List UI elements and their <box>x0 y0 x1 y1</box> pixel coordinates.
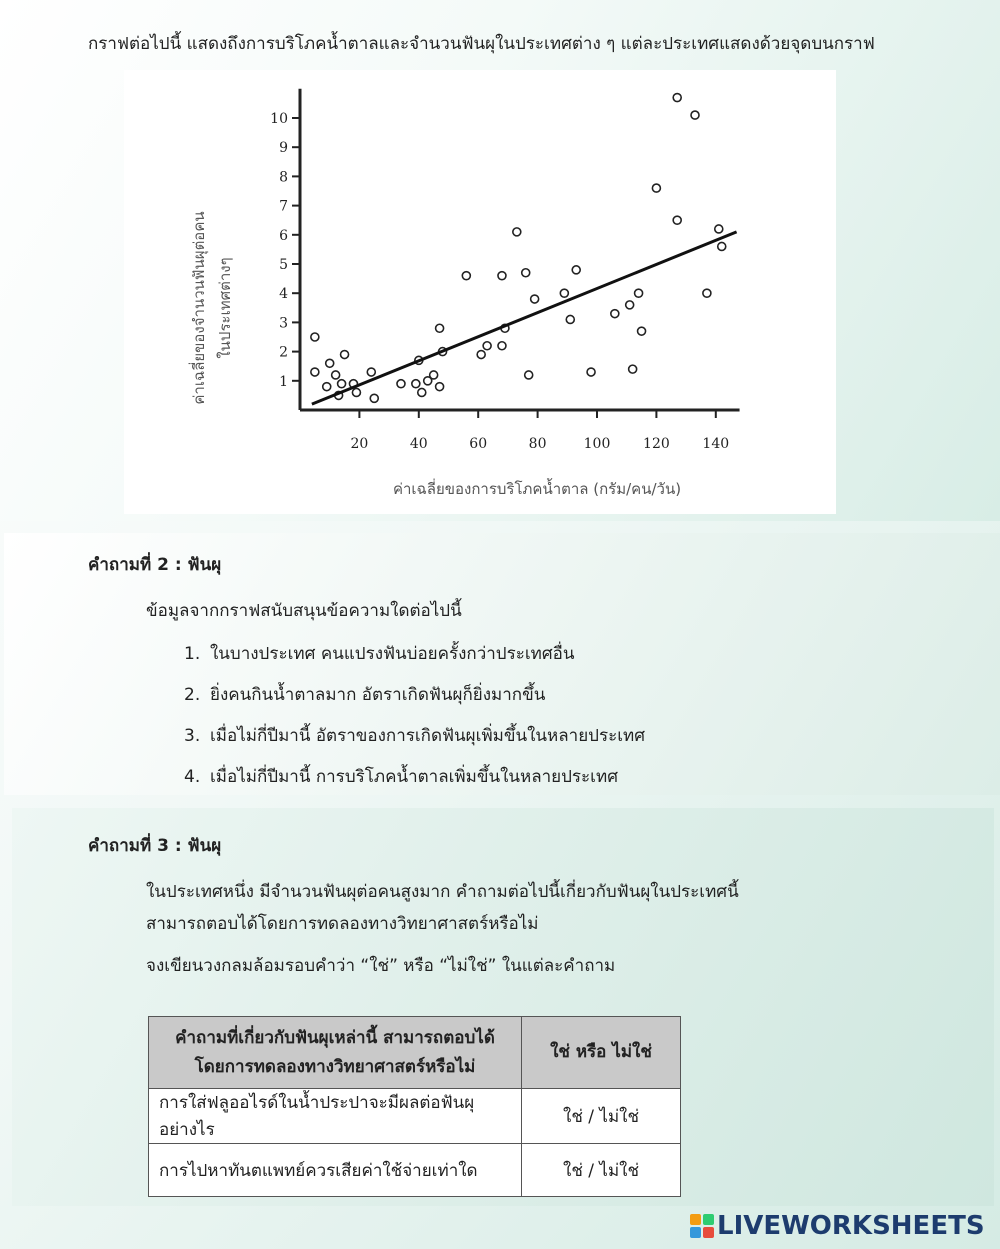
data-point <box>525 371 533 379</box>
x-tick-label: 100 <box>583 436 611 452</box>
y-tick-label: 1 <box>279 373 288 390</box>
data-point <box>311 333 319 341</box>
y-tick-label: 6 <box>279 227 288 244</box>
data-point <box>587 368 595 376</box>
x-tick-label: 60 <box>469 436 488 452</box>
data-point <box>572 266 580 274</box>
table-header-answer: ใช่ หรือ ไม่ใช่ <box>522 1017 681 1089</box>
x-tick-label: 40 <box>409 436 428 452</box>
data-point <box>629 365 637 373</box>
table-header-line2: โดยการทดลองทางวิทยาศาสตร์หรือไม่ <box>194 1056 476 1077</box>
q2-option-number: 4. <box>184 767 201 787</box>
q2-heading: คำถามที่ 2 : ฟันผุ <box>88 555 222 575</box>
data-point <box>560 289 568 297</box>
chart-svg <box>124 70 836 514</box>
data-point <box>522 269 530 277</box>
data-point <box>673 94 681 102</box>
table-answer-cell[interactable]: ใช่ / ไม่ใช่ <box>522 1089 681 1144</box>
data-point <box>715 225 723 233</box>
data-point <box>531 295 539 303</box>
data-point <box>652 184 660 192</box>
q2-option-2[interactable] <box>184 681 545 708</box>
q3-instruction: จงเขียนวงกลมล้อมรอบคำว่า “ใช่” หรือ “ไม่ใช่” ในแต่ละคำถาม <box>146 956 616 976</box>
data-point <box>436 383 444 391</box>
data-point <box>566 315 574 323</box>
trend-line <box>312 232 737 404</box>
x-axis-label: ค่าเฉลี่ยของการบริโภคน้ำตาล (กรัม/คน/วัน) <box>392 480 682 498</box>
liveworksheets-logo-icon <box>690 1214 714 1238</box>
data-point <box>498 272 506 280</box>
scatter-chart <box>124 70 836 514</box>
data-point <box>635 289 643 297</box>
data-point <box>367 368 375 376</box>
table-question-cell: การไปหาทันตแพทย์ควรเสียค่าใช้จ่ายเท่าใด <box>149 1144 522 1197</box>
data-point <box>436 324 444 332</box>
y-tick-label: 10 <box>270 111 288 127</box>
x-tick-label: 20 <box>350 436 369 452</box>
table-row <box>149 1089 681 1144</box>
table-header-question <box>149 1017 522 1089</box>
intro-text: กราฟต่อไปนี้ แสดงถึงการบริโภคน้ำตาลและจำนวนฟันผุในประเทศต่าง ๆ แต่ละประเทศแสดงด้วยจุดบนกราฟ <box>88 34 875 54</box>
table-answer-cell[interactable]: ใช่ / ไม่ใช่ <box>522 1144 681 1197</box>
liveworksheets-logo[interactable] <box>690 1210 985 1242</box>
q2-option-text: เมื่อไม่กี่ปีมานี้ การบริโภคน้ำตาลเพิ่มขึ้นในหลายประเทศ <box>210 767 618 787</box>
y-tick-label: 9 <box>279 140 288 157</box>
y-axis-label-line2: ในประเทศต่างๆ <box>216 257 234 359</box>
table-header-line1: คำถามที่เกี่ยวกับฟันผุเหล่านี้ สามารถตอบได้ <box>175 1027 495 1048</box>
q2-option-3[interactable] <box>184 722 645 749</box>
logo-text: LIVEWORKSHEETS <box>717 1211 985 1241</box>
q2-option-text: ยิ่งคนกินน้ำตาลมาก อัตราเกิดฟันผุก็ยิ่งมากขึ้น <box>210 685 546 705</box>
data-point <box>311 368 319 376</box>
y-tick-label: 2 <box>279 344 288 361</box>
q2-option-1[interactable] <box>184 640 575 667</box>
data-point <box>418 388 426 396</box>
q2-prompt: ข้อมูลจากกราฟสนับสนุนข้อความใดต่อไปนี้ <box>146 601 462 621</box>
y-tick-label: 5 <box>279 257 288 273</box>
data-point <box>332 371 340 379</box>
q2-option-text: เมื่อไม่กี่ปีมานี้ อัตราของการเกิดฟันผุเพิ่มขึ้นในหลายประเทศ <box>210 726 646 746</box>
data-point <box>611 310 619 318</box>
y-tick-label: 7 <box>279 198 288 215</box>
table-question-cell: การใส่ฟลูออไรด์ในน้ำประปาจะมีผลต่อฟันผุอย่างไร <box>149 1089 522 1144</box>
data-point <box>397 380 405 388</box>
q3-answer-table <box>148 1016 681 1197</box>
data-point <box>513 228 521 236</box>
data-point <box>638 327 646 335</box>
q2-option-4[interactable] <box>184 763 618 790</box>
data-point <box>323 383 331 391</box>
q3-heading: คำถามที่ 3 : ฟันผุ <box>88 836 222 856</box>
data-point <box>352 388 360 396</box>
y-tick-label: 3 <box>279 315 288 332</box>
y-tick-label: 4 <box>279 286 288 303</box>
q3-text-line1: ในประเทศหนึ่ง มีจำนวนฟันผุต่อคนสูงมาก คำถามต่อไปนี้เกี่ยวกับฟันผุในประเทศนี้ <box>146 882 739 902</box>
table-row <box>149 1144 681 1197</box>
data-point <box>626 301 634 309</box>
data-point <box>338 380 346 388</box>
data-point <box>326 359 334 367</box>
data-point <box>341 351 349 359</box>
data-point <box>691 111 699 119</box>
q2-option-number: 1. <box>184 644 201 664</box>
data-point <box>718 242 726 250</box>
x-tick-label: 120 <box>643 436 670 452</box>
data-point <box>703 289 711 297</box>
q2-option-number: 3. <box>184 726 201 746</box>
y-axis-label-line1: ค่าเฉลี่ยของจำนวนฟันผุต่อคน <box>190 211 208 405</box>
x-tick-label: 80 <box>528 436 547 452</box>
data-point <box>370 394 378 402</box>
chart-section <box>0 0 1000 521</box>
data-point <box>462 272 470 280</box>
data-point <box>430 371 438 379</box>
q3-text-line2: สามารถตอบได้โดยการทดลองทางวิทยาศาสตร์หรือไม่ <box>146 914 539 934</box>
y-tick-label: 8 <box>279 169 288 186</box>
x-tick-label: 140 <box>702 436 730 452</box>
q2-option-text: ในบางประเทศ คนแปรงฟันบ่อยครั้งกว่าประเทศอื่น <box>210 644 575 664</box>
data-point <box>673 216 681 224</box>
data-point <box>483 342 491 350</box>
table-header-row <box>149 1017 681 1089</box>
q2-option-number: 2. <box>184 685 201 705</box>
data-point <box>477 351 485 359</box>
data-point <box>498 342 506 350</box>
data-point <box>412 380 420 388</box>
